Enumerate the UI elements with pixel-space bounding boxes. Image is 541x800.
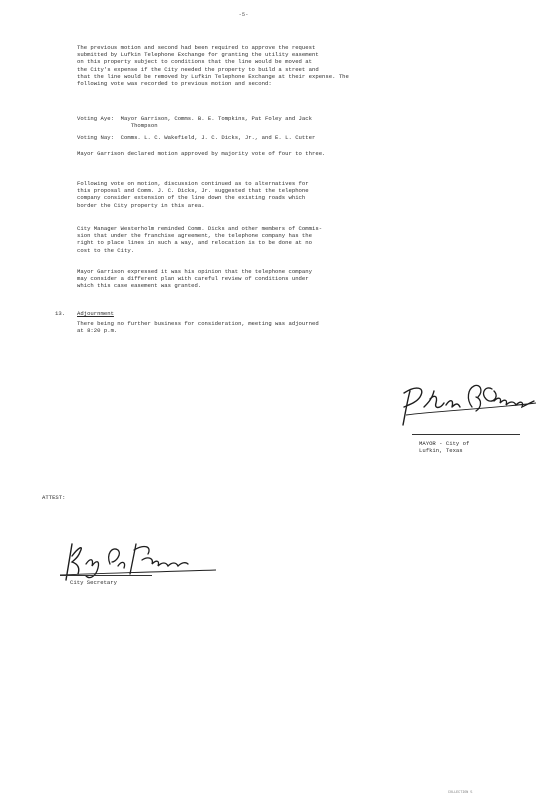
secretary-signature-line bbox=[60, 575, 152, 576]
mayor-signature-label: MAYOR - City of Lufkin, Texas bbox=[419, 440, 470, 455]
mayor-signature-text: Peter F. Garrison bbox=[466, 425, 507, 429]
adjournment-paragraph: There being no further business for consideration, meeting was adjourned at 8:20 p.m. bbox=[77, 320, 319, 335]
attest-label: ATTEST: bbox=[42, 494, 66, 501]
mayor-signature-image bbox=[396, 377, 541, 429]
footer-code: COLLECTION 5 bbox=[448, 791, 473, 795]
voting-aye-paragraph: Voting Aye: Mayor Garrison, Comms. B. E. Tompkins, Pat Foley and Jack Thompson bbox=[77, 115, 312, 130]
city-manager-paragraph: City Manager Westerholm reminded Comm. Dicks and other members of Commis- sion that under the franchise agreement, the telephone company has the right to place lines in such a way, and relocation is to be done at no cost to the City. bbox=[77, 225, 323, 254]
mayor-opinion-paragraph: Mayor Garrison expressed it was his opinion that the telephone company may consider a different plan with careful review of conditions under which this case easement was granted. bbox=[77, 268, 312, 290]
declared-paragraph: Mayor Garrison declared motion approved by majority vote of four to three. bbox=[77, 150, 326, 157]
page-number: -5- bbox=[238, 11, 249, 18]
secretary-signature-image bbox=[56, 534, 221, 584]
adjournment-number: 13. bbox=[55, 310, 66, 317]
mayor-signature-line bbox=[412, 434, 520, 435]
motion-paragraph: The previous motion and second had been required to approve the request submitted by Lufkin Telephone Exchange for granting the utility easement on this property subject to conditions that the line would be moved at the City's expense if the City needed the property to build a street and that the line would be removed by Lufkin Telephone Exchange at their expense. The following vote was recorded to previous motion and second: bbox=[77, 44, 349, 88]
secretary-signature-text: Kaye Hall Finn bbox=[136, 581, 170, 585]
adjournment-heading: Adjournment bbox=[77, 310, 114, 317]
secretary-signature-label: City Secretary bbox=[70, 579, 117, 586]
voting-nay-paragraph: Voting Nay: Comms. L. C. Wakefield, J. C. Dicks, Jr., and E. L. Cutter bbox=[77, 134, 316, 141]
discussion-paragraph: Following vote on motion, discussion continued as to alternatives for this proposal and Comm. J. C. Dicks, Jr. suggested that the telephone company consider extension of the line down the existing roads which border the City property in this area. bbox=[77, 180, 309, 209]
